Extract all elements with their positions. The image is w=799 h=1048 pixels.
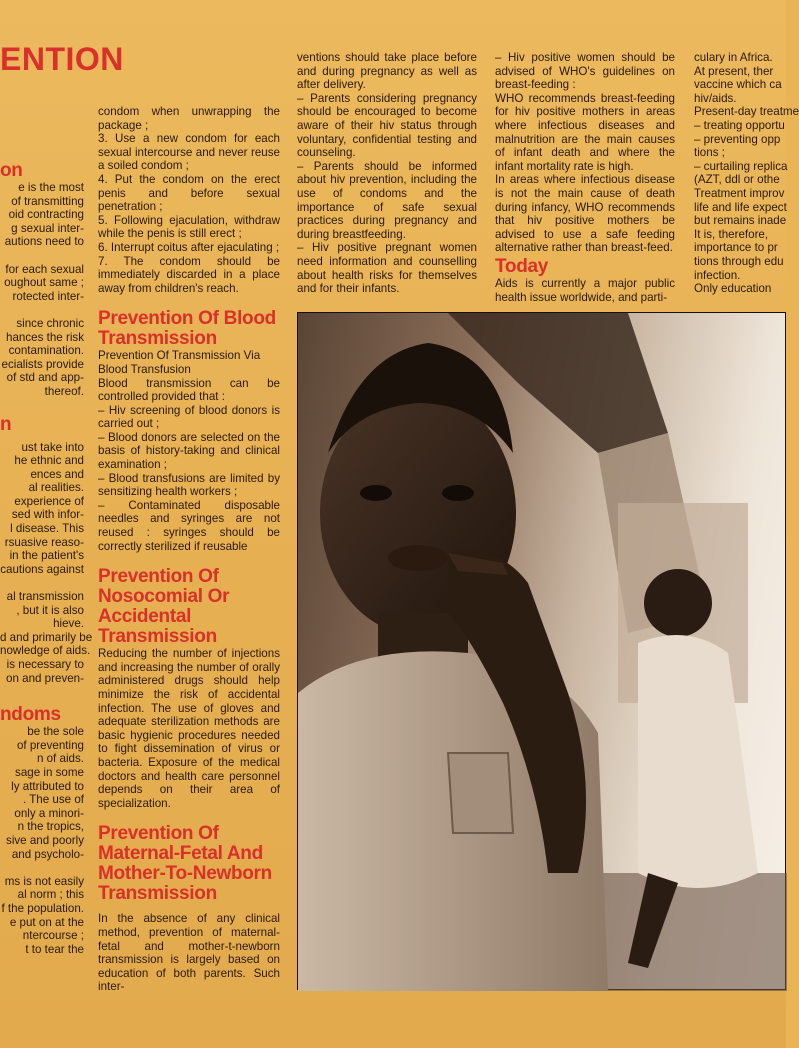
- cropped-text-line: , but it is also: [16, 603, 84, 617]
- cropped-text-line: e is the most: [18, 181, 84, 194]
- cropped-text-line: nowledge of aids.: [0, 644, 91, 658]
- cropped-text-line: [0, 576, 84, 590]
- cropped-text-line: of preventing: [16, 738, 84, 752]
- column-left-cropped: [0, 160, 93, 991]
- section-heading-cropped-2: n: [0, 413, 12, 435]
- cropped-text-line: g sexual inter-: [11, 221, 84, 235]
- cropped-text-line: Present-day treatme: [694, 105, 799, 119]
- breastfeeding-para-1: – Hiv positive women should be advised of WHO's guidelines on breast-feeding :: [495, 51, 675, 92]
- cropped-text-line: rotected inter-: [12, 289, 84, 303]
- condom-step-3: 3. Use a new condom for each sexual intercourse and never reuse a soiled condom ;: [98, 132, 280, 173]
- blood-text-item-2: – Blood donors are selected on the basis of history-taking and clinical examination ;: [98, 430, 280, 472]
- cropped-text-line: for each sexual: [5, 262, 84, 276]
- cropped-text-line: – curtailing replica: [694, 159, 788, 173]
- cropped-text-line: on and preven-: [6, 671, 84, 685]
- pregnancy-para-2: – Parents considering pregnancy should be encouraged to become aware of their hiv status through voluntary, confidential testing and counseling.: [297, 91, 477, 160]
- cropped-text-line: tions through edu: [694, 254, 784, 268]
- column-breastfeeding: [495, 51, 675, 303]
- heading-blood-transmission: Prevention Of Blood Transmission: [98, 308, 276, 350]
- condom-step-6: 6. Interrupt coitus after ejaculating ;: [98, 240, 280, 254]
- cropped-text-line: tions ;: [694, 146, 725, 160]
- section-heading-cropped-3: ndoms: [0, 704, 61, 726]
- cropped-text-line: importance to pr: [694, 241, 778, 255]
- text-block-2: [0, 440, 93, 686]
- cropped-text-line: ly attributed to: [11, 779, 84, 793]
- cropped-text-line: rsuasive reaso-: [4, 535, 84, 549]
- cropped-text-line: It is, therefore,: [694, 227, 769, 241]
- column-pregnancy: [297, 51, 477, 301]
- condom-step-7: 7. The condom should be immediately discarded in a place away from children's reach.: [98, 254, 280, 295]
- cropped-text-line: since chronic: [16, 316, 84, 330]
- cropped-text-line: n the tropics,: [17, 820, 84, 834]
- cropped-text-line: Only education: [694, 282, 772, 296]
- cropped-text-line: l disease. This: [10, 522, 84, 536]
- cropped-text-line: f the population.: [1, 901, 84, 915]
- cropped-text-line: ust take into: [21, 440, 84, 454]
- photo-illustration: [298, 313, 787, 991]
- cropped-text-line: contamination.: [8, 344, 84, 358]
- cropped-text-line: thereof.: [44, 384, 84, 398]
- cropped-text-line: be the sole: [27, 725, 84, 739]
- cropped-text-line: ntercourse ;: [22, 929, 84, 943]
- today-text: Aids is currently a major public health issue worldwide, and parti-: [495, 276, 675, 304]
- cropped-text-line: – preventing opp: [694, 132, 781, 146]
- breastfeeding-para-3: In areas where infectious disease is not the main cause of death during infancy, WHO recommends that hiv positive mothers be advised to use a safe feeding alternative rather than breast-feed.: [495, 173, 675, 255]
- breastfeeding-para-2: WHO recommends breast-feeding for hiv positive mothers in areas where infectious diseases and malnutrition are the main causes of infant death and where the infant mortality rate is high.: [495, 91, 675, 173]
- cropped-text-line: of std and app-: [6, 371, 84, 385]
- nosocomial-text: Reducing the number of injections and increasing the number of orally administered drugs should help minimize the risk of accidental infection. The use of gloves and adequate sterilization methods are basic hygienic procedures needed to fight dissemination of virus or bacteria. Exposure of the medical doctors and health care personnel depends on their area of specialization.: [98, 647, 280, 810]
- page-headline: ENTION: [0, 41, 124, 77]
- condom-step-5: 5. Following ejaculation, withdraw while the penis is still erect ;: [98, 213, 280, 241]
- maternal-fetal-text: In the absence of any clinical method, prevention of maternal-fetal and mother-t-newborn transmission is largely based on education of both parents. Such inter-: [98, 912, 280, 994]
- blood-text-item-1: – Hiv screening of blood donors is carried out ;: [98, 403, 280, 431]
- cropped-text-line: but remains inade: [694, 214, 787, 228]
- text-block-1: [0, 181, 84, 399]
- pregnancy-para-3: – Parents should be informed about hiv prevention, including the use of condoms and the importance of safe sexual practices during pregnancy and during breastfeeding.: [297, 159, 477, 241]
- cropped-text-line: vaccine which ca: [694, 78, 782, 92]
- cropped-text-line: is necessary to: [6, 658, 84, 671]
- cropped-text-line: oughout same ;: [4, 276, 84, 290]
- column-prevention: [98, 105, 280, 995]
- cropped-text-line: sage in some: [15, 765, 84, 779]
- cropped-text-line: d and primarily be: [0, 630, 93, 644]
- cropped-text-line: al realities.: [28, 481, 84, 495]
- cropped-text-line: At present, ther: [694, 64, 774, 78]
- cropped-text-line: hieve.: [53, 617, 84, 631]
- cropped-text-line: in the patient's: [9, 549, 84, 563]
- condom-step-4: 4. Put the condom on the erect penis and before sexual penetration ;: [98, 172, 280, 214]
- cropped-text-line: al transmission: [6, 590, 84, 604]
- cropped-text-line: autions need to: [4, 235, 84, 249]
- cropped-text-line: only a minori-: [14, 806, 84, 820]
- heading-nosocomial: Prevention Of Nosocomial Or Accidental Transmission: [98, 566, 230, 648]
- cropped-text-line: [0, 861, 84, 875]
- cropped-text-line: [0, 303, 84, 317]
- photograph-boy: [297, 312, 786, 990]
- blood-text-intro: Blood transmission can be controlled provided that :: [98, 376, 280, 404]
- cropped-text-line: ms is not easily: [4, 874, 84, 888]
- cropped-text-line: (AZT, ddl or othe: [694, 173, 780, 187]
- heading-maternal-fetal: Prevention Of Maternal-Fetal And Mother-To-Newborn Transmission: [98, 823, 272, 905]
- cropped-text-line: culary in Africa.: [694, 51, 773, 64]
- heading-today: Today: [495, 255, 549, 277]
- cropped-text-line: he ethnic and: [14, 454, 84, 468]
- blood-text-item-4: – Contaminated disposable needles and syringes are not reused : syringes should be correctly sterilized if reusable: [98, 498, 280, 553]
- text-block-3: [0, 725, 84, 956]
- pregnancy-para-1: ventions should take place before and during pregnancy as well as after delivery.: [297, 51, 477, 92]
- cropped-text-line: ences and: [30, 467, 84, 481]
- cropped-text-line: infection.: [694, 268, 741, 282]
- cropped-text-line: experience of: [14, 494, 84, 508]
- cropped-text-line: of transmitting: [11, 194, 84, 208]
- cropped-text-line: Treatment improv: [694, 186, 785, 200]
- cropped-text-line: e put on at the: [9, 915, 84, 929]
- cropped-text-line: hiv/aids.: [694, 91, 737, 105]
- cropped-text-line: al norm ; this: [17, 888, 84, 902]
- condom-intro: condom when unwrapping the package ;: [98, 105, 280, 132]
- cropped-text-line: hances the risk: [6, 330, 84, 344]
- blood-subheading: Prevention Of Transmission Via Blood Transfusion: [98, 349, 261, 376]
- cropped-text-line: t to tear the: [25, 942, 84, 956]
- cropped-text-line: sive and poorly: [6, 833, 84, 847]
- cropped-text-line: . The use of: [22, 793, 84, 807]
- column-right-cropped: [694, 51, 799, 301]
- cropped-text-line: and psycholo-: [11, 847, 84, 861]
- cropped-text-line: ecialists provide: [1, 357, 84, 371]
- cropped-text-line: sed with infor-: [11, 508, 84, 522]
- cropped-text-line: [0, 249, 84, 263]
- cropped-text-line: cautions against: [0, 562, 84, 576]
- cropped-text-line: – treating opportu: [694, 118, 785, 132]
- cropped-text-line: oid contracting: [8, 208, 84, 222]
- cropped-text-line: n of aids.: [36, 752, 84, 766]
- blood-text-item-3: – Blood transfusions are limited by sensitizing health workers ;: [98, 471, 280, 499]
- section-heading-cropped-1: on: [0, 160, 23, 181]
- cropped-text-line: life and life expect: [694, 200, 787, 214]
- pregnancy-para-4: – Hiv positive pregnant women need information and counselling about health risks for themselves and for their infants.: [297, 241, 477, 296]
